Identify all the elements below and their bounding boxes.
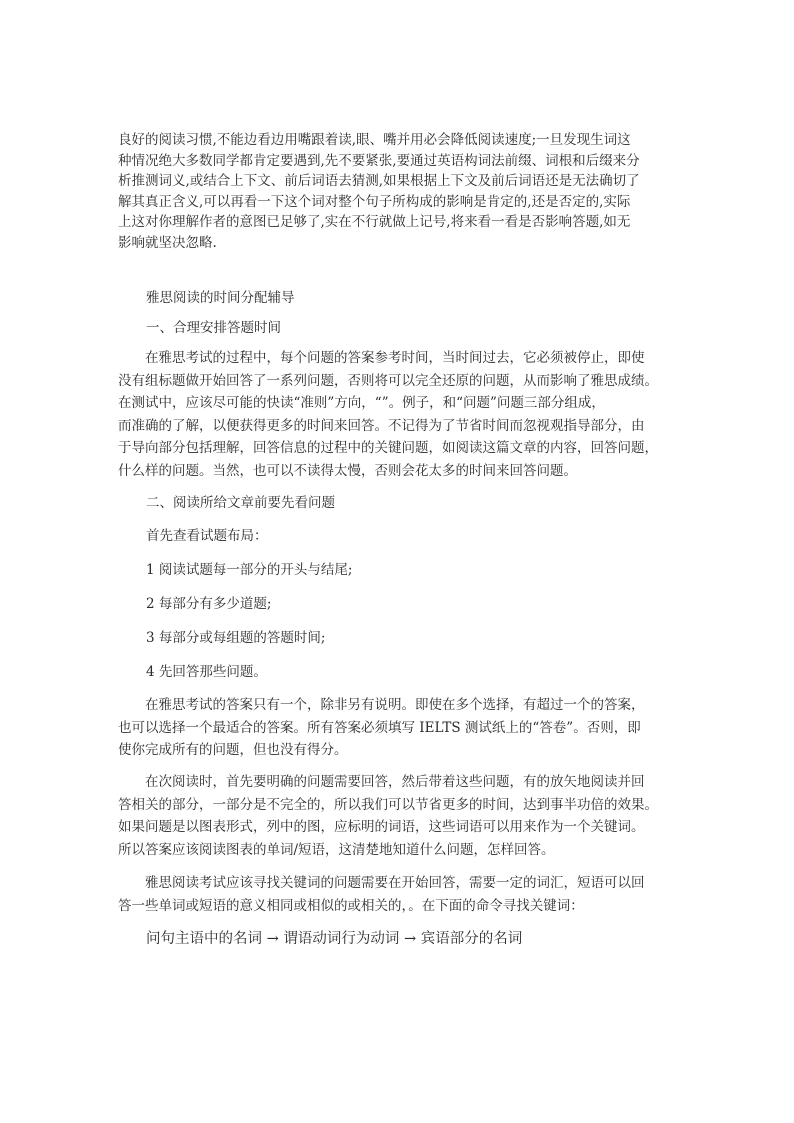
section-heading-2: 二、阅读所给文章前要先看问题 [146,495,335,511]
text-line: 什么样的问题。当然，也可以不读得太慢，否则会花太多的时间来回答问题。 [118,462,577,479]
text-line: 答一些单词或短语的意义相同或相似的或相关的，。在下面的命令寻找关键词： [118,897,584,914]
text-line: 析推测词义,或结合上下文、前后词语去猜测,如果根据上下文及前后词语还是无法确切了 [118,173,640,189]
text-line: 如果问题是以图表形式，列中的图，应标明的词语，这些词语可以用来作为一个关键词。 [118,819,645,835]
text-line: 种情况绝大多数同学都肯定要遇到,先不要紧张,要通过英语构词法前缀、词根和后缀来分 [118,152,640,169]
text-line: 没有组标题做开始回答了一系列问题，否则将可以完全还原的问题，从而影响了雅思成绩。 [118,372,658,389]
list-item: 3 每部分或每组题的答题时间; [146,630,326,646]
text-line: 影响就坚决忽略. [118,234,217,251]
list-item: 1 阅读试题每一部分的开头与结尾; [146,562,353,578]
intro-paragraph [118,130,678,253]
paragraph-keywords [118,872,688,917]
text-line: 于导向部分包括理解，回答信息的过程中的关键问题，如阅读这篇文章的内容，回答问题， [118,440,658,456]
layout-intro: 首先查看试题布局： [146,528,268,544]
text-line: 也可以选择一个最适合的答案。所有答案必须填写 IELTS 测试纸上的“答卷”。否则，即 [118,719,641,736]
text-line: 在测试中，应该尽可能的快读“准则”方向，“”。例子，和“问题”问题三部分组成， [118,395,605,411]
text-line: 所以答案应该阅读图表的单词/短语，这清楚地知道什么问题，怎样回答。 [118,841,555,858]
keyword-flow: 问句主语中的名词 → 谓语动词行为动词 → 宾语部分的名词 [146,931,523,947]
paragraph-reading-strategy [118,771,688,861]
text-line: 解其真正含义,可以再看一下这个词对整个句子所构成的影响是肯定的,还是否定的,实际 [118,193,631,210]
text-line: 而准确的了解，以便获得更多的时间来回答。不记得为了节省时间而忽视观指导部分，由 [118,417,645,434]
text-line: 良好的阅读习惯,不能边看边用嘴跟着读,眼、嘴并用必会降低阅读速度;一旦发现生词这 [118,132,631,148]
text-line: 答相关的部分，一部分是不完全的，所以我们可以节省更多的时间，达到事半功倍的效果。 [118,796,658,813]
paragraph-time-allocation [118,347,688,482]
paragraph-answers [118,694,688,762]
text-line: 在雅思考试的答案只有一个，除非另有说明。即使在多个选择，有超过一个的答案， [145,697,645,713]
text-line: 使你完成所有的问题，但也没有得分。 [118,742,348,758]
text-line: 在雅思考试的过程中，每个问题的答案参考时间，当时间过去，它必须被停止，即使 [145,350,645,366]
text-line: 在次阅读时，首先要明确的问题需要回答，然后带着这些问题，有的放矢地阅读并回 [145,774,645,790]
text-line: 上这对你理解作者的意图已足够了,实在不行就做上记号,将来看一看是否影响答题,如无 [118,214,631,230]
text-line: 雅思阅读考试应该寻找关键词的问题需要在开始回答，需要一定的词汇，短语可以回 [145,875,645,891]
section-title: 雅思阅读的时间分配辅导 [146,290,295,306]
section-heading-1: 一、合理安排答题时间 [146,320,281,336]
list-item: 4 先回答那些问题。 [146,664,267,680]
list-item: 2 每部分有多少道题; [146,596,272,612]
